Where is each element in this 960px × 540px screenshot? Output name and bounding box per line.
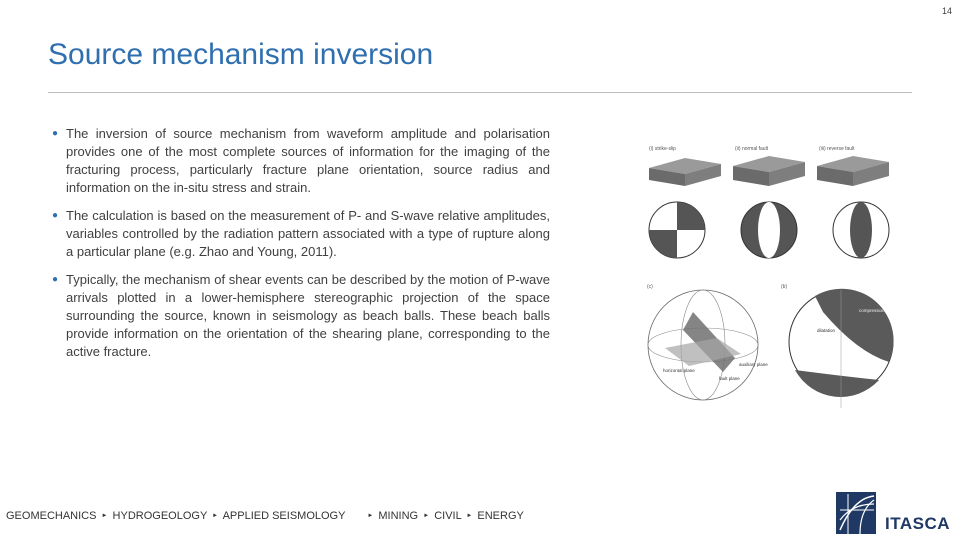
bullet-icon: ● bbox=[52, 210, 59, 221]
footer-item-hydrogeology: HYDROGEOLOGY bbox=[112, 510, 208, 522]
footer-item-applied-seismology: APPLIED SEISMOLOGY bbox=[222, 510, 346, 522]
separator-icon: ► bbox=[101, 513, 108, 520]
separator-icon: ► bbox=[212, 513, 219, 520]
label-fault-plane: fault plane bbox=[719, 376, 740, 381]
page-number: 14 bbox=[941, 6, 952, 16]
logo-grid-icon bbox=[836, 492, 876, 534]
stereonet-diagram bbox=[781, 284, 894, 408]
panel-label-reverse-fault: (iii) reverse fault bbox=[819, 146, 855, 152]
footer-item-civil: CIVIL bbox=[434, 510, 462, 522]
bullet-icon: ● bbox=[52, 274, 59, 285]
fault-block-reverse bbox=[817, 146, 889, 186]
separator-icon: ► bbox=[367, 513, 374, 520]
logo-text: ITASCA bbox=[884, 514, 950, 533]
footer-disciplines bbox=[6, 510, 524, 522]
bullet-icon: ● bbox=[52, 128, 59, 139]
bullet-item bbox=[50, 125, 550, 197]
page-title: Source mechanism inversion bbox=[48, 38, 434, 71]
beach-ball-figure bbox=[645, 140, 900, 410]
panel-label-b: (b) bbox=[781, 284, 788, 290]
panel-label-c: (c) bbox=[647, 284, 653, 290]
focal-sphere-diagram bbox=[647, 284, 768, 400]
footer-item-mining: MINING bbox=[378, 510, 419, 522]
title-divider bbox=[48, 92, 912, 93]
bullet-text: The calculation is based on the measurement of P- and S-wave relative amplitudes, variables controlled by the radiation pattern associated with a type of rupture along a particular plane (e.g. Zhao and Young, 2011). bbox=[66, 208, 550, 259]
panel-label-strike-slip: (i) strike-slip bbox=[649, 146, 676, 152]
bullet-text: The inversion of source mechanism from waveform amplitude and polarisation provides one of the most complete sources of information for the imaging of the fracturing process, particularly fracture plane orientation, source radius and information on the in-situ stress and strain. bbox=[66, 126, 550, 195]
beach-ball-normal-fault bbox=[741, 202, 797, 258]
fault-block-strike-slip bbox=[649, 146, 721, 186]
footer-item-geomechanics: GEOMECHANICS bbox=[6, 510, 97, 522]
separator-icon: ► bbox=[466, 513, 473, 520]
beach-ball-reverse-fault bbox=[833, 202, 889, 258]
bullet-item bbox=[50, 207, 550, 261]
label-auxiliary-plane: auxiliary plane bbox=[739, 362, 768, 367]
separator-icon: ► bbox=[423, 513, 430, 520]
beach-ball-strike-slip bbox=[649, 202, 705, 258]
bullet-text: Typically, the mechanism of shear events can be described by the motion of P-wave arrivals plotted in a lower-hemisphere stereographic projection of the space surrounding the source, known in seismology as beach balls. These beach balls provide information on the orientation of the shearing plane, corresponding to the active fracture. bbox=[66, 272, 550, 359]
label-dilatation: dilatation bbox=[817, 328, 836, 333]
bullet-item bbox=[50, 271, 550, 361]
panel-label-normal-fault: (ii) normal fault bbox=[735, 146, 769, 152]
fault-block-normal bbox=[733, 146, 805, 186]
label-compression: compression bbox=[859, 308, 885, 313]
footer-item-energy: ENERGY bbox=[477, 510, 524, 522]
label-horizontal-plane: horizontal plane bbox=[663, 368, 695, 373]
bullet-list bbox=[50, 125, 550, 371]
